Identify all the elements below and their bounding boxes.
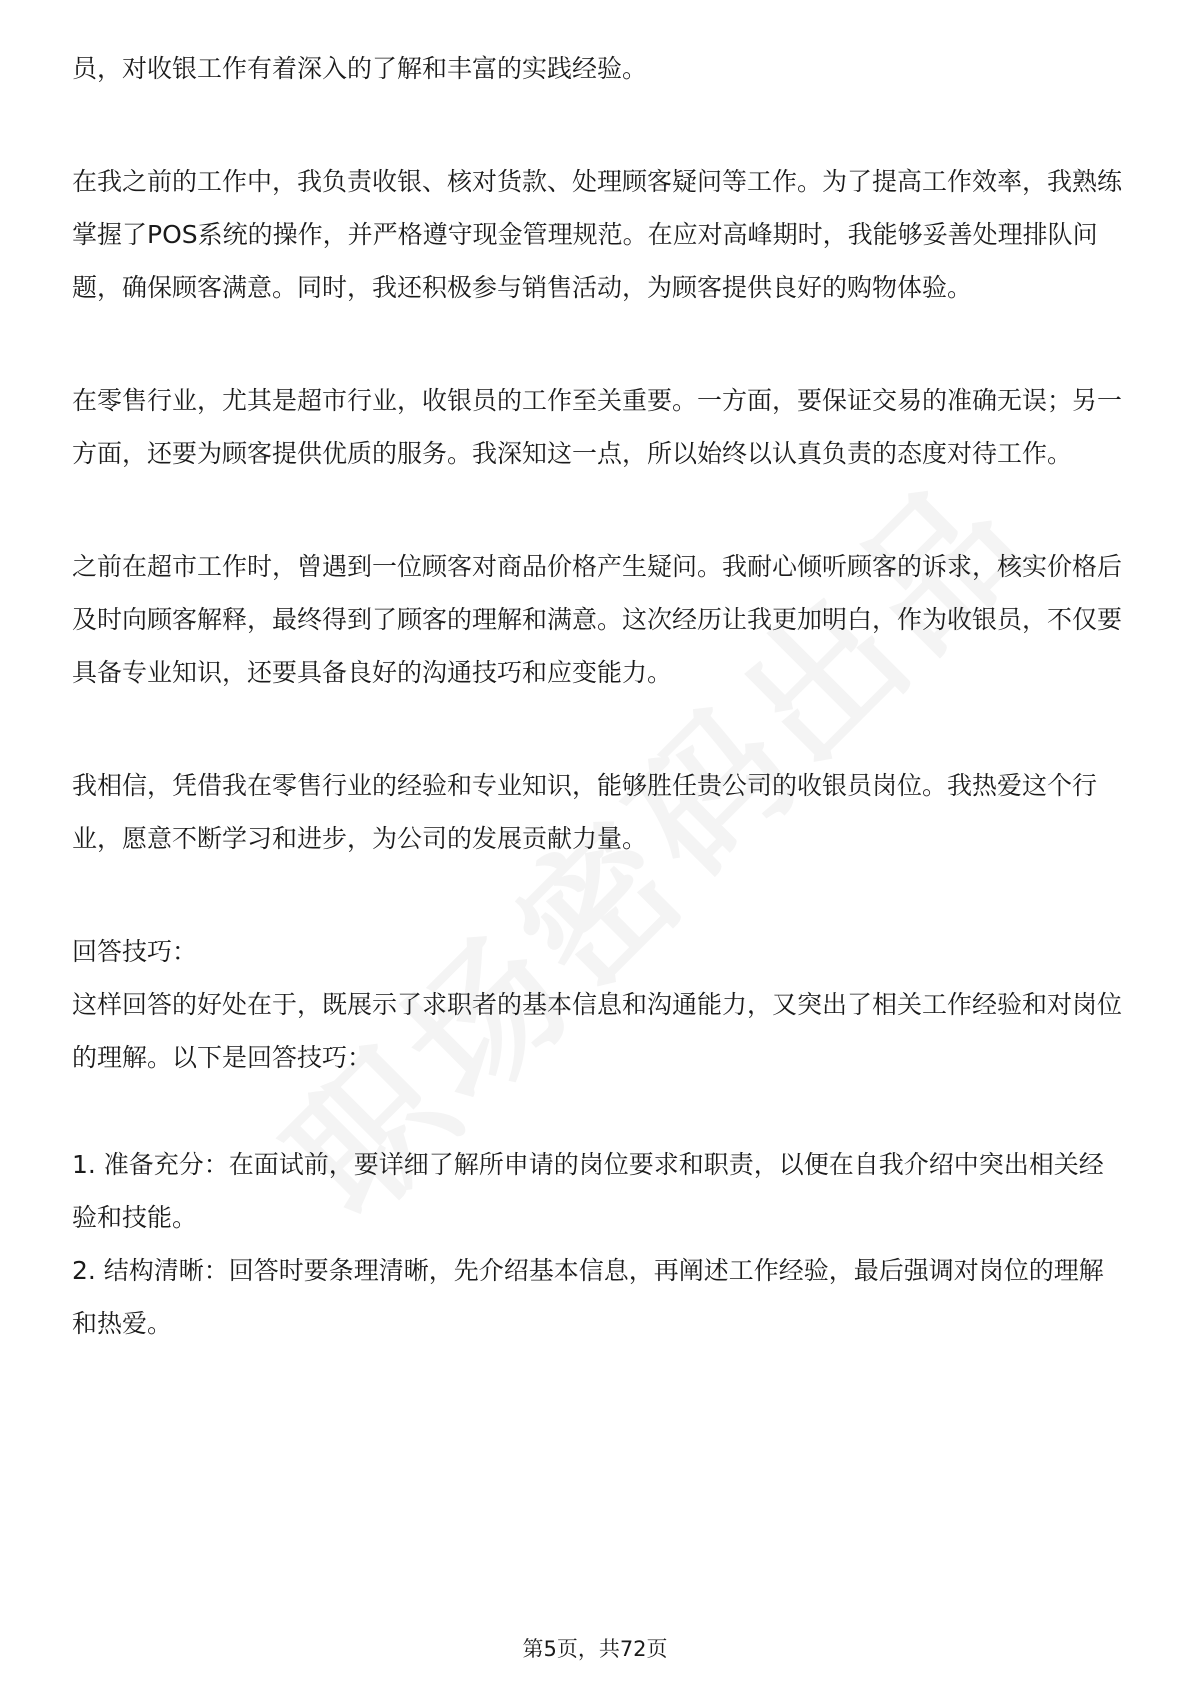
document-body bbox=[72, 42, 1122, 1350]
paragraph-anecdote: 之前在超市工作时，曾遇到一位顾客对商品价格产生疑问。我耐心倾听顾客的诉求，核实价格后及时向顾客解释，最终得到了顾客的理解和满意。这次经历让我更加明白，作为收银员，不仅要具备专业知识，还要具备良好的沟通技巧和应变能力。 bbox=[72, 552, 1123, 687]
tips-intro: 这样回答的好处在于，既展示了求职者的基本信息和沟通能力，又突出了相关工作经验和对岗位的理解。以下是回答技巧： bbox=[72, 990, 1123, 1072]
tips-item-1: 1. 准备充分：在面试前，要详细了解所申请的岗位要求和职责，以便在自我介绍中突出相关经验和技能。 bbox=[72, 1150, 1104, 1232]
page-number: 第5页，共72页 bbox=[522, 1637, 668, 1661]
tips-item-2: 2. 结构清晰：回答时要条理清晰，先介绍基本信息，再阐述工作经验，最后强调对岗位的理解和热爱。 bbox=[72, 1256, 1104, 1338]
paragraph-work-experience: 在我之前的工作中，我负责收银、核对货款、处理顾客疑问等工作。为了提高工作效率，我熟练掌握了POS系统的操作，并严格遵守现金管理规范。在应对高峰期时，我能够妥善处理排队问题，确保顾客满意。同时，我还积极参与销售活动，为顾客提供良好的购物体验。 bbox=[72, 167, 1123, 302]
paragraph-continuation: 员，对收银工作有着深入的了解和丰富的实践经验。 bbox=[72, 54, 648, 83]
paragraph-closing: 我相信，凭借我在零售行业的经验和专业知识，能够胜任贵公司的收银员岗位。我热爱这个行业，愿意不断学习和进步，为公司的发展贡献力量。 bbox=[72, 771, 1098, 853]
tips-heading: 回答技巧： bbox=[72, 937, 198, 966]
paragraph-industry: 在零售行业，尤其是超市行业，收银员的工作至关重要。一方面，要保证交易的准确无误；另一方面，还要为顾客提供优质的服务。我深知这一点，所以始终以认真负责的态度对待工作。 bbox=[72, 386, 1123, 468]
